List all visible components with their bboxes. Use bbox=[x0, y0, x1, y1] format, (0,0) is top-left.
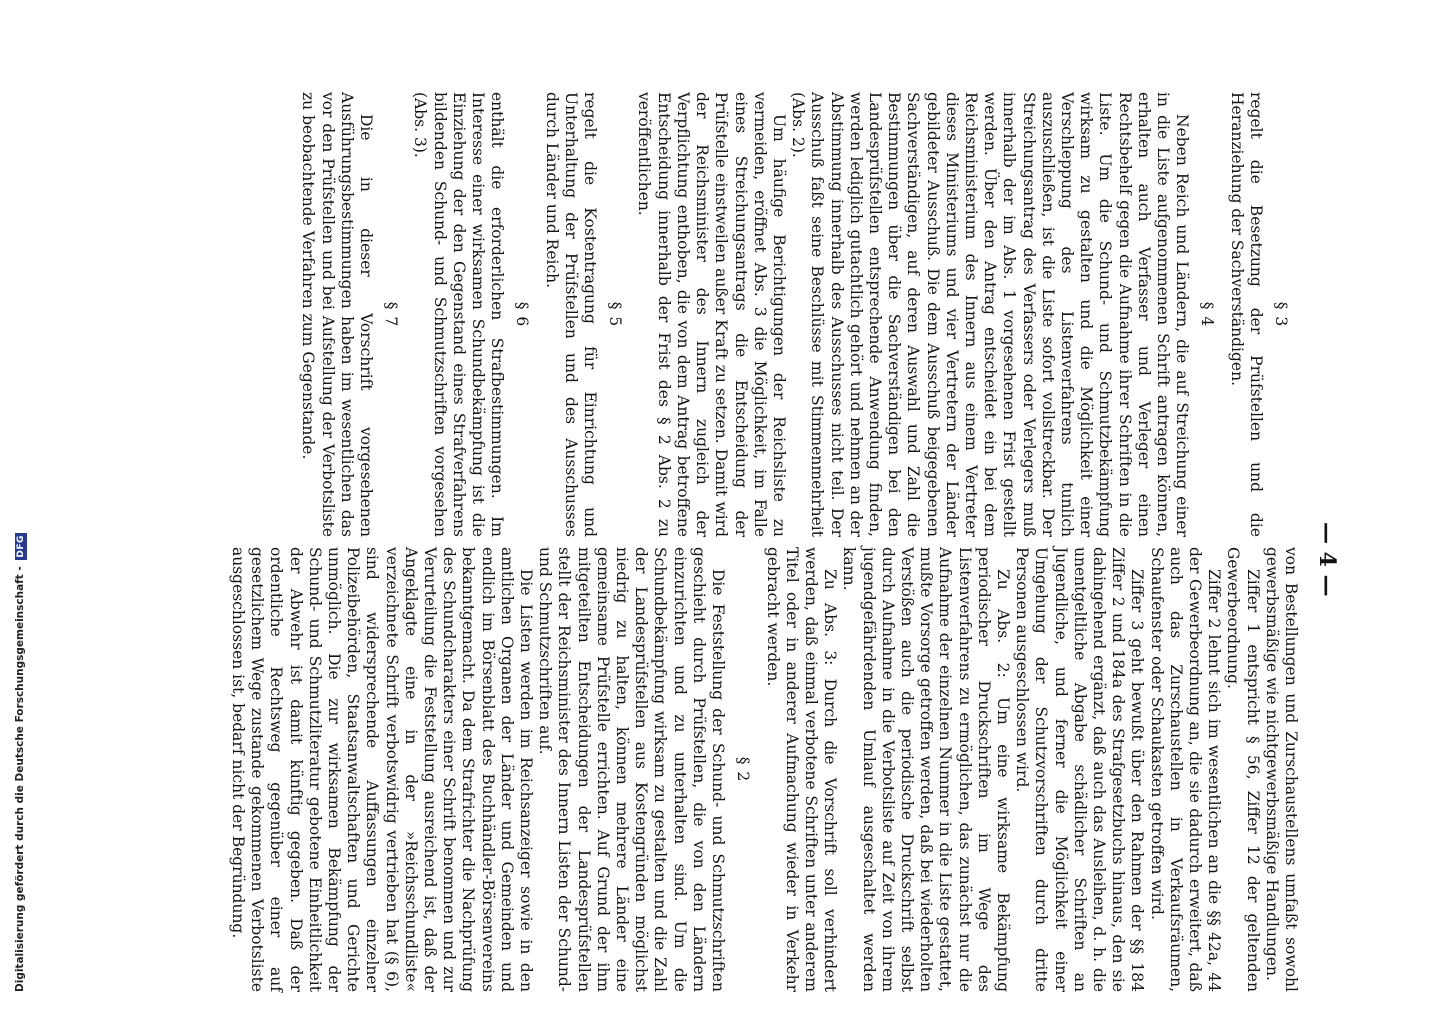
paragraph: enthält die erforderlichen Strafbestimmungen. Im Interesse einer wirksamen Schundbekämpfung ist die Einziehung der den Gegenstand eines Strafverfahrens bildenden Schund- und Schmutzschriften vorgesehen (Abs. 3). bbox=[411, 92, 507, 537]
paragraph: Die Listen werden im Reichsanzeiger sowie in den amtlichen Organen der Länder und Gemeinden und endlich im Börsenblatt des Buchhändler-Börsenvereins bekanntgemacht. Da dem Strafrichter die Nachprüfung des Schundcharakters einer Schrift benommen und zur Verurteilung die Feststellung ausreichend ist, daß der Angeklagte eine in der »Reichsschundliste« verzeichnete Schrift verbotswidrig vertrieben hat (§ 6), sind widersprechende Auffassungen einzelner Polizeibehörden, Staatsanwaltschaften und Gerichte unmöglich. Die zur wirksamen Bekämpfung der Schund- und Schmutzliteratur gebotene Einheitlichkeit der Abwehr ist damit künftig gegeben. Daß der ordentliche Rechtsweg gegenüber einer auf gesetzlichem Wege zustande gekommenen Verbotsliste ausgeschlossen ist, bedarf nicht der Begründung. bbox=[229, 547, 536, 992]
section-heading: § 2 bbox=[734, 756, 753, 783]
section-heading: § 6 bbox=[513, 301, 532, 328]
right-text-column bbox=[298, 92, 1300, 537]
section-heading: § 7 bbox=[382, 301, 401, 328]
paragraph: Die Feststellung der Schund- und Schmutzschriften geschieht durch Prüfstellen, die von den Ländern einzurichten und zu unterhalten sind. Um die Schundbekämpfung wirksam zu gestalten und die Zahl der Landesprüfstellen aus Kostengründen möglichst niedrig zu halten, können mehrere Länder eine gemeinsame Prüfstelle errichten. Auf Grund der ihm mitgeteilten Entscheidungen der Landesprüfstellen stellt der Reichsminister des Innern Listen der Schund- und Schmutzschriften auf. bbox=[536, 547, 728, 992]
paragraph: Ziffer 2 lehnt sich im wesentlichen an die §§ 42a, 44 der Gewerbeordnung an, die sie dadurch erweitert, daß auch das Zurschaustellen in Verkaufsräumen, Schaufenster oder Schaukasten getroffen wird. bbox=[1147, 547, 1224, 992]
page-number: — 4 — bbox=[1314, 522, 1340, 597]
section-heading: § 5 bbox=[606, 301, 625, 328]
paragraph: regelt die Kostentragung für Einrichtung und Unterhaltung der Prüfstellen und des Ausschusses durch Länder und Reich. bbox=[542, 92, 600, 537]
paragraph: Zu Abs. 2: Um eine wirksame Bekämpfung periodischer Druckschriften im Wege des Listenverfahrens zu ermöglichen, das zunächst nur die Aufnahme der einzelnen Nummer in die Liste gestattet, mußte Vorsorge getroffen werden, daß bei wiederholten Verstößen auch die periodische Druckschrift selbst durch Aufnahme in die Verbotsliste auf Zeit von ihrem jugendgefährdenden Umlauf ausgeschaltet werden kann. bbox=[840, 547, 1012, 992]
paragraph: Ziffer 3 geht bewußt über den Rahmen der §§ 184 Ziffer 2 und 184a des Strafgesetzbuchs hinaus, den sie dahingehend ergänzt, daß auch das Ausleihen, d. h. die unentgeltliche Abgabe schädlicher Schriften an Jugendliche, und ferner die Möglichkeit einer Umgehung der Schutzvorschriften durch dritte Personen ausgeschlossen wird. bbox=[1013, 547, 1147, 992]
paragraph: Die in dieser Vorschrift vorgesehenen Ausführungsbestimmungen haben im wesentlichen das vor den Prüfstellen und bei Aufstellung der Verbotsliste zu beobachtende Verfahren zum Gegenstande. bbox=[299, 92, 376, 537]
paragraph: regelt die Besetzung der Prüfstellen und die Heranziehung der Sachverständigen. bbox=[1227, 92, 1265, 537]
paragraph: Zu Abs. 3: Durch die Vorschrift soll verhindert werden, daß einmal verbotene Schriften unter anderem Titel oder in anderer Aufmachung wieder in Verkehr gebracht werden. bbox=[763, 547, 840, 992]
section-heading: § 3 bbox=[1272, 301, 1290, 328]
paragraph: von Bestellungen und Zurschaustellens umfaßt sowohl gewerbsmäßige wie nichtgewerbsmäßige Handlungen. bbox=[1262, 547, 1300, 992]
digitization-credit bbox=[14, 533, 27, 992]
rotated-page-content bbox=[229, 92, 1340, 1012]
paragraph: Ziffer 1 entspricht § 56, Ziffer 12 der geltenden Gewerbeordnung. bbox=[1224, 547, 1262, 992]
dfg-logo: DFG bbox=[16, 535, 26, 558]
left-text-column bbox=[228, 547, 1300, 992]
credit-text: Digitalisierung gefördert durch die Deutsche Forschungsgemeinschaft - bbox=[14, 566, 26, 992]
paragraph: Neben Reich und Ländern, die auf Streichung einer in die Liste aufgenommenen Schrift antragen können, erhalten auch Verfasser und Verleger einen Rechtsbehelf gegen die Aufnahme ihrer Schriften in die Liste. Um die Schund- und Schmutzbekämpfung wirksam zu gestalten und die Möglichkeit einer Verschleppung des Listenverfahrens tunlich auszuschließen, ist die Liste sofort vollstreckbar. Der Streichungsantrag des Verfassers oder Verlegers muß innerhalb der im Abs. 1 vorgesehenen Frist gestellt werden. Über den Antrag entscheidet ein bei dem Reichsministerium des Innern aus einem Vertreter dieses Ministeriums und vier Vertretern der Länder gebildeter Ausschuß. Die dem Ausschuß beigegebenen Sachverständigen, auf deren Auswahl und Zahl die Bestimmungen über die Sachverständigen bei den Landesprüfstellen entsprechende Anwendung finden, werden lediglich gutachtlich gehört und nehmen an der Abstimmung innerhalb des Ausschusses nicht teil. Der Ausschuß faßt seine Beschlüsse mit Stimmenmehrheit (Abs. 2). bbox=[789, 92, 1192, 537]
paragraph: Um häufige Berichtigungen der Reichsliste zu vermeiden, eröffnet Abs. 3 die Möglichkeit, im Falle eines Streichungsantrags die Entscheidung der Prüfstelle einstweilen außer Kraft zu setzen. Damit wird der Reichsminister des Innern zugleich der Verpflichtung enthoben, die von dem Antrag betroffene Entscheidung innerhalb der Frist des § 2 Abs. 2 zu veröffentlichen. bbox=[635, 92, 788, 537]
section-heading: § 4 bbox=[1198, 301, 1217, 328]
